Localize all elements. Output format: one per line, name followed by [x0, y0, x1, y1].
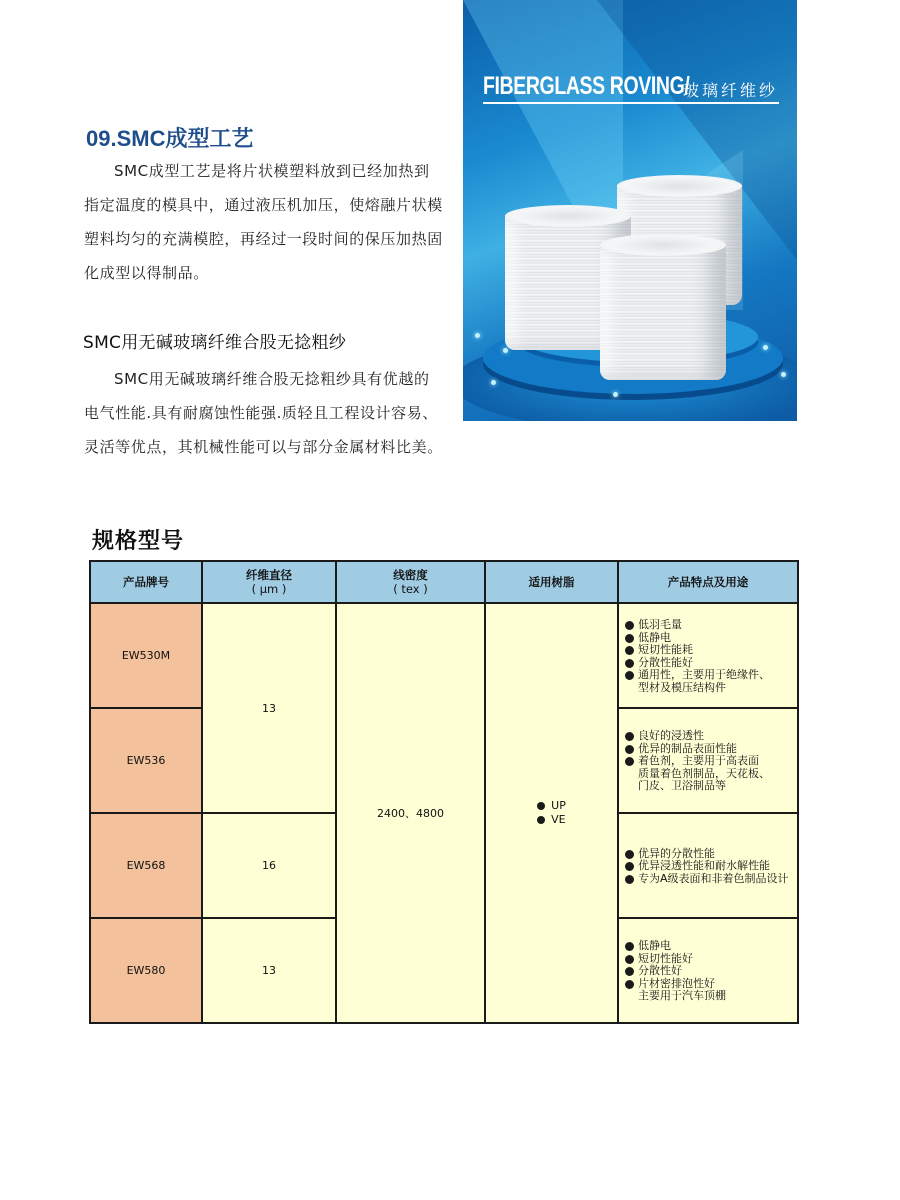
- feature-item-continued: 型材及模压结构件: [638, 680, 726, 694]
- feature-item: 分散性好: [625, 965, 797, 978]
- feature-item-continued: 门皮、卫浴制品等: [638, 779, 726, 793]
- feature-item: 专为A级表面和非着色制品设计: [625, 873, 797, 886]
- diameter-cell: 13: [202, 603, 336, 813]
- brand-cell: EW568: [90, 813, 202, 918]
- light-dot: [613, 392, 618, 397]
- spec-table: [89, 560, 799, 1024]
- spec-title: 规格型号: [92, 529, 185, 554]
- features-cell: [618, 918, 798, 1023]
- hero-title-cn: 玻璃纤维纱: [683, 81, 779, 100]
- resin-item: UP: [537, 799, 566, 813]
- features-cell: [618, 708, 798, 813]
- header-diameter: 纤维直径 ( μm ): [202, 561, 336, 603]
- header-brand: 产品牌号: [90, 561, 202, 603]
- feature-list: [625, 619, 797, 694]
- feature-item: 良好的浸透性: [625, 730, 797, 743]
- resin-cell: [485, 603, 618, 1023]
- resin-item: VE: [537, 813, 566, 827]
- feature-list: [625, 848, 797, 886]
- density-cell: 2400、4800: [336, 603, 485, 1023]
- feature-item-continued: 主要用于汽车顶棚: [638, 989, 726, 1003]
- header-resin: 适用树脂: [485, 561, 618, 603]
- diameter-cell: 16: [202, 813, 336, 918]
- brand-cell: EW536: [90, 708, 202, 813]
- table-header-row: [90, 561, 798, 603]
- roving-spool: [600, 234, 726, 380]
- light-dot: [491, 380, 496, 385]
- feature-list: [625, 940, 797, 1003]
- feature-item: 低静电: [625, 940, 797, 953]
- feature-item: 优异的分散性能: [625, 848, 797, 861]
- feature-item: 短切性能好: [625, 953, 797, 966]
- intro-paragraph: SMC成型工艺是将片状模塑料放到已经加热到指定温度的模具中，通过液压机加压，使熔融片状模塑料均匀的充满模腔，再经过一段时间的保压加热固化成型以得制品。: [84, 162, 443, 282]
- description-paragraph: SMC用无碱玻璃纤维合股无捻粗纱具有优越的电气性能.具有耐腐蚀性能强.质轻且工程设计容易、灵活等优点，其机械性能可以与部分金属材料比美。: [84, 370, 443, 456]
- feature-item-continued: 质量着色剂制品，天花板、: [638, 766, 770, 780]
- light-dot: [475, 333, 480, 338]
- feature-item: 低静电: [625, 632, 797, 645]
- brand-cell: EW580: [90, 918, 202, 1023]
- features-cell: [618, 813, 798, 918]
- feature-item: 着色剂，主要用于高表面: [625, 755, 797, 768]
- title-underline: [483, 102, 779, 104]
- feature-item: 通用性，主要用于绝缘件、: [625, 669, 797, 682]
- brand-cell: EW530M: [90, 603, 202, 708]
- subtitle: SMC用无碱玻璃纤维合股无捻粗纱: [83, 333, 347, 353]
- hero-title-en: FIBERGLASS ROVING/: [483, 72, 690, 100]
- resin-list: [537, 799, 566, 827]
- feature-item: 优异的制品表面性能: [625, 743, 797, 756]
- feature-item: 优异浸透性能和耐水解性能: [625, 860, 797, 873]
- feature-item: 低羽毛量: [625, 619, 797, 632]
- features-cell: [618, 603, 798, 708]
- hero-title: [483, 72, 779, 101]
- feature-list: [625, 730, 797, 793]
- feature-item: 分散性能好: [625, 657, 797, 670]
- header-density: 线密度 ( tex ): [336, 561, 485, 603]
- table-row: [90, 603, 798, 708]
- feature-item: 短切性能耗: [625, 644, 797, 657]
- feature-item: 片材密排泡性好: [625, 978, 797, 991]
- hero-image: [463, 0, 797, 421]
- section-title: 09.SMC成型工艺: [86, 126, 254, 151]
- light-dot: [763, 345, 768, 350]
- header-features: 产品特点及用途: [618, 561, 798, 603]
- diameter-cell: 13: [202, 918, 336, 1023]
- light-dot: [781, 372, 786, 377]
